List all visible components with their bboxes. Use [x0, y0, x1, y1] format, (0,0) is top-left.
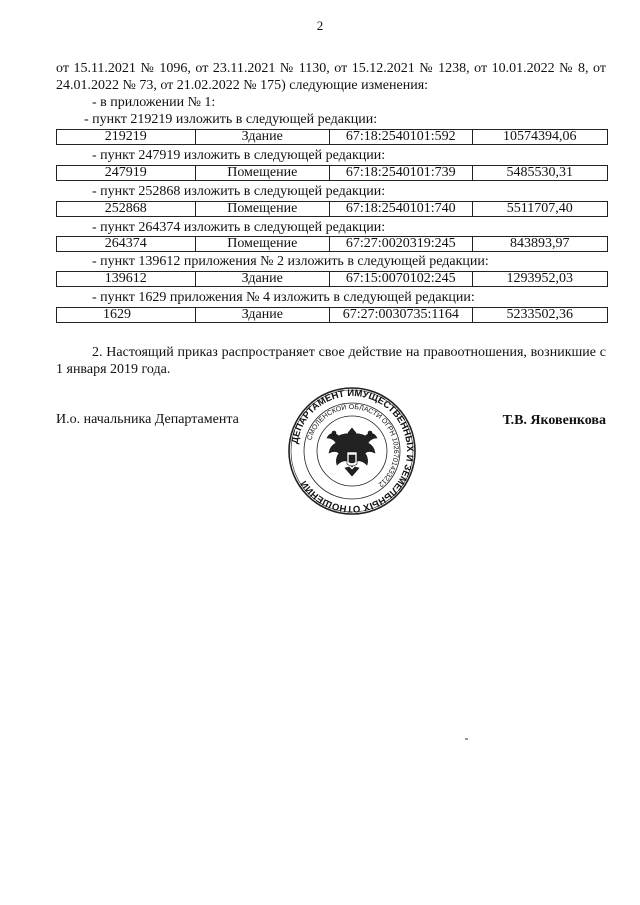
table-row — [56, 236, 608, 252]
signatory-name: Т.В. Яковенкова — [502, 413, 606, 428]
table-row — [56, 307, 608, 323]
cell-id: 219219 — [57, 130, 196, 144]
page-number: 2 — [316, 18, 324, 33]
cell-type: Здание — [196, 272, 331, 286]
item-instruction: - пункт 1629 приложения № 4 изложить в следующей редакции: — [92, 290, 475, 305]
cell-type: Помещение — [196, 237, 331, 251]
cell-cadastral: 67:27:0020319:245 — [330, 237, 472, 251]
cell-cadastral: 67:18:2540101:739 — [330, 166, 472, 180]
cell-value: 5511707,40 — [506, 201, 573, 216]
cell-id: 139612 — [57, 272, 196, 286]
cell-value: 1293952,03 — [506, 271, 573, 286]
cell-type: Здание — [196, 308, 330, 322]
cell-id: 247919 — [57, 166, 196, 180]
appendix-line: - в приложении № 1: — [92, 95, 216, 110]
seal-inner-text: СМОЛЕНСКОЙ ОБЛАСТИ ОГРН 1026701433212 — [306, 403, 400, 488]
cell-cadastral: 67:18:2540101:740 — [330, 202, 472, 216]
table-row — [56, 165, 608, 181]
cell-value: 5485530,31 — [506, 165, 573, 180]
cell-cadastral: 67:18:2540101:592 — [330, 130, 472, 144]
signatory-position: И.о. начальника Департамента — [56, 412, 239, 427]
cell-type: Здание — [196, 130, 331, 144]
seal-graphic — [287, 386, 417, 516]
item-instruction: - пункт 247919 изложить в следующей редакции: — [92, 148, 386, 163]
intro-paragraph: от 15.11.2021 № 1096, от 23.11.2021 № 1130, от 15.12.2021 № 1238, от 10.01.2022 № 8, от 24.01.2022 № 73, от 21.02.2022 № 175) следующие изменения: — [56, 61, 606, 93]
paragraph-2: 2. Настоящий приказ распространяет свое действие на правоотношения, возникшие с 1 января 2019 года. — [56, 345, 606, 377]
item-instruction: - пункт 139612 приложения № 2 изложить в следующей редакции: — [92, 254, 489, 269]
cell-cadastral: 67:27:0030735:1164 — [330, 308, 472, 322]
cell-id: 1629 — [57, 308, 196, 322]
official-seal — [287, 386, 417, 516]
item-instruction: - пункт 219219 изложить в следующей редакции: — [84, 112, 378, 127]
cell-value: 843893,97 — [510, 236, 570, 251]
item-instruction: - пункт 264374 изложить в следующей редакции: — [92, 220, 386, 235]
cell-type: Помещение — [196, 202, 331, 216]
cell-type: Помещение — [196, 166, 331, 180]
cell-value: 5233502,36 — [506, 307, 574, 322]
scan-artifact — [465, 738, 468, 740]
item-instruction: - пункт 252868 изложить в следующей редакции: — [92, 184, 386, 199]
cell-cadastral: 67:15:0070102:245 — [330, 272, 472, 286]
seal-outer-text: ДЕПАРТАМЕНТ ИМУЩЕСТВЕННЫХ И ЗЕМЕЛЬНЫХ ОТНОШЕНИЙ — [289, 387, 416, 515]
cell-value: 10574394,06 — [503, 129, 577, 144]
cell-id: 264374 — [57, 237, 196, 251]
eagle-emblem-icon — [327, 428, 377, 476]
table-row — [56, 271, 608, 287]
table-row — [56, 201, 608, 217]
cell-id: 252868 — [57, 202, 196, 216]
table-row — [56, 129, 608, 145]
